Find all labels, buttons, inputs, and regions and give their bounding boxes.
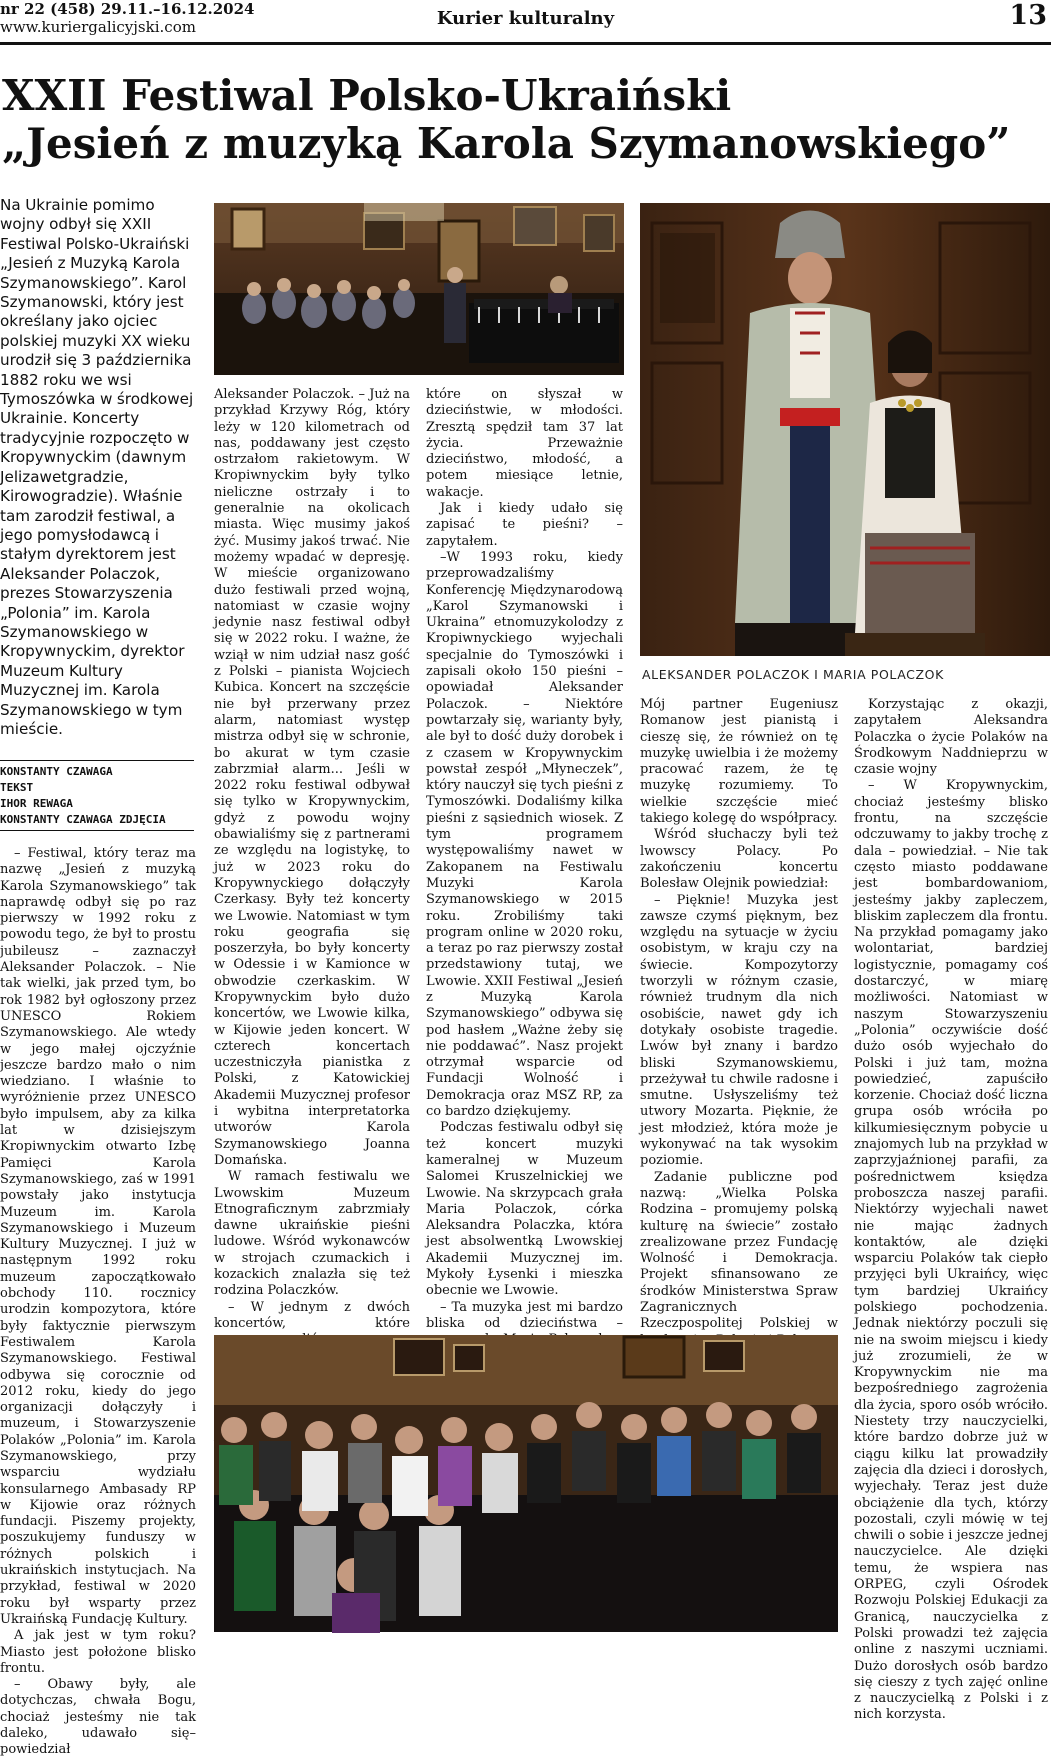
- issue-number: nr 22 (458) 29.11.–16.12.2024: [0, 0, 255, 18]
- byline-author-2: IHOR REWAGA: [0, 797, 73, 810]
- byline-photos: KONSTANTY CZAWAGA ZDJĘCIA: [0, 813, 166, 826]
- paragraph: Podczas festiwalu odbył się też koncert muzyki kameralnej w Muzeum Salomei Kruszelnickiej we Lwowie. Na skrzypcach grała Maria Polaczok, córka Aleksandra Polaczka, która jest absolwentką Lwowskiej Akademii Muzycznej im. Mykoły Łysenki i mieszka obecnie we Lwowie.: [426, 1120, 623, 1299]
- article-column-5: [854, 697, 1048, 1723]
- byline: [0, 764, 196, 828]
- paragraph: – Festiwal, który teraz ma nazwę „Jesień z muzyką Karola Szymanowskiego” tak naprawdę odbył się po raz pierwszy w 1992 roku z powodu tego, że był to prostu jubileusz – zaznaczył Aleksander Polaczok. – Nie tak wielki, jak przed tym, bo rok 1982 był ogłoszony przez UNESCO Rokiem Szymanowskiego. Ale wtedy w jego małej ojczyźnie jeszcze bardzo mało o nim wiedziano. I właśnie to wyróżnienie przez UNESCO było impulsem, aby za kilka lat w dzisiejszym Kropiwnyckim otwarto Izbę Pamięci Karola Szymanowskiego, zaś w 1991 powstały jako instytucja Muzeum im. Karola Szymanowskiego i Muzeum Kultury Muzycznej. I już w następnym 1992 roku muzeum zapoczątkowało obchody 110. rocznicy urodzin kompozytora, które były faktycznie pierwszym Festiwalem Karola Szymanowskiego. Festiwal odbywa się corocznie od 2012 roku, kiedy do jego organizacji dołączyły i muzeum, i Stowarzyszenie Polaków „Polonia” im. Karola Szymanowskiego, przy wsparciu wydziału konsularnego Ambasady RP w Kijowie oraz różnych fundacji. Piszemy projekty, poszukujemy funduszy w różnych polskich i ukraińskich instytucjach. Na przykład, festiwal w 2020 roku był wsparty przez Ukraińską Fundację Kultury.: [0, 846, 196, 1627]
- byline-role-text: TEKST: [0, 781, 34, 794]
- article-column-2: [214, 387, 410, 1329]
- concert-hall-photo: [214, 203, 624, 375]
- photo-caption: ALEKSANDER POLACZOK I MARIA POLACZOK: [642, 667, 944, 682]
- article-column-1: [0, 846, 196, 1758]
- paragraph: Jak i kiedy udało się zapisać te pieśni? – zapytałem.: [426, 501, 623, 549]
- paragraph: –W 1993 roku, kiedy przeprowadzaliśmy Konferencję Międzynarodową „Karol Szymanowski i Ukraina” etnomuzykolodzy z Kropiwnyckiego wyjechali specjalnie do Tymoszówki i zapisali około 150 pieśni – opowiadał Aleksander Polaczok. – Niektóre powtarzały się, warianty były, ale był to dość duży dorobek i z czasem w Kropywnyckim powstał zespół „Młyneczek”, który nauczył się tych pieśni z Tymoszówki. Dodaliśmy kilka pieśni z sąsiednich wiosek. Z tym programem występowaliśmy nawet w Zakopanem na Festiwalu Muzyki Karola Szymanowskiego w 2015 roku. Zrobiliśmy taki program online w 2020 roku, a teraz po raz pierwszy został przedstawiony tutaj, we Lwowie. XXII Festiwal „Jesień z Muzyką Karola Szymanowskiego” odbywa się pod hasłem „Ważne żeby się nie poddawać”. Nasz projekt otrzymał wsparcie od Fundacji Wolność i Demokracja oraz MSZ RP, za co bardzo dziękujemy.: [426, 549, 623, 1120]
- paragraph: Wśród słuchaczy byli też lwowscy Polacy. Po zakończeniu koncertu Bolesław Olejnik powiedział:: [640, 827, 838, 892]
- article-lead: Na Ukrainie pomimo wojny odbył się XXII Festiwal Polsko-Ukraiński „Jesień z Muzyką Karola Szymanowskiego”. Karol Szymanowski, który jest określany jako ojciec polskiej muzyki XX wieku urodził się 3 października 1882 roku we wsi Tymoszówka w środkowej Ukrainie. Koncerty tradycyjnie rozpoczęto w Kropywnyckim (dawnym Jelizawetgradzie, Kirowogradzie). Właśnie tam zarodził festiwal, a jego pomysłodawcą i stałym dyrektorem jest Aleksander Polaczok, prezes Stowarzyszenia „Polonia” im. Karola Szymanowskiego w Kropywnyckim, dyrektor Muzeum Kultury Muzycznej im. Karola Szymanowskiego w tym mieście.: [0, 196, 194, 738]
- paragraph: W ramach festiwalu we Lwowskim Muzeum Etnograficznym zabrzmiały dawne ukraińskie pieśni ludowe. Wśród wykonawców w strojach czumackich i kozackich znalazła się też rodzina Polaczków.: [214, 1169, 410, 1299]
- paragraph: Mój partner Eugeniusz Romanow jest pianistą i cieszę się, że również on tę muzykę uwielbia i że możemy pracować razem, że tę muzykę rozumiemy. To wielkie szczęście mieć takiego kolegę do współpracy.: [640, 697, 838, 827]
- byline-divider: [0, 830, 194, 831]
- article-column-4: [640, 697, 838, 1332]
- portrait-photo: [640, 203, 1050, 656]
- paragraph: A jak jest w tym roku? Miasto jest położone blisko frontu.: [0, 1628, 196, 1676]
- article-column-3: [426, 387, 623, 1329]
- page-number: 13: [1009, 0, 1047, 31]
- paragraph: które on słyszał w dzieciństwie, w młodości. Zresztą spędził tam 37 lat życia. Przeważnie dzieciństwo, młodość, a potem miesiące letnie, wakacje.: [426, 387, 623, 500]
- paragraph: – W Kropywnyckim, chociaż jesteśmy blisko frontu, na szczęście odczuwamy to jakby trochę z dala – powiedział. – Nie tak często miasto poddawane jest bombardowaniom, jesteśmy jakby zapleczem, bliskim zapleczem dla frontu. Na przykład pomagamy jako wolontariat, bardziej logistycznie, pomagamy coś dostarczyć, w miarę możliwości. Natomiast w naszym Stowarzyszeniu „Polonia” oczywiście dość dużo osób wyjechało do Polski i już tam, można powiedzieć, zapuściło korzenie. Chociaż dość liczna grupa osób wróciła po kilkumiesięcznym pobycie u znajomych lub na przykład w zaprzyjaźnionej parafii, za pośrednictwem księdza proboszcza naszej parafii. Niektórzy wyjechali nawet nie mając żadnych kontaktów, ale dzięki wsparciu Polaków tak ciepło przyjęci byli Ukraińcy, więc tym bardziej Ukraińcy polskiego pochodzenia. Jednak niektórzy poczuli się nie na swoim miejscu i kiedy już zrozumieli, że w Kropywnyckim nie ma bezpośredniego zagrożenia dla życia, sporo osób wróciło. Niestety trzy nauczycielki, które bardzo dobrze już w ciągu kilku lat prowadziły zajęcia dla dzieci i dorosłych, wyjechały. Teraz jest duże obciążenie dla tych, którzy pozostali, czyli mówię w tej chwili o sobie i jeszcze jednej nauczycielce. Ale dzięki temu, że wspiera nas ORPEG, czyli Ośrodek Rozwoju Polskiej Edukacji za Granicą, nauczycielka z Polski prowadzi też zajęcia online z naszymi uczniami. Dużo dorosłych osób bardzo się cieszy z tych zajęć online z nauczycielką z Polski i z nich korzysta.: [854, 778, 1048, 1723]
- paragraph: – Pięknie! Muzyka jest zawsze czymś pięknym, bez względu na sytuacje w życiu osobistym, w kraju czy na świecie. Kompozytorzy tworzyli w różnym czasie, również trudnym dla nich osobiście, nawet gdy ich dotykały osobiste tragedie. Lwów był znany i bardzo bliski Szymanowskiemu, przeżywał tu chwile radosne i smutne. Usłyszeliśmy też utwory Mozarta. Pięknie, że jest młodzież, która może je wykonywać na tak wysokim poziomie.: [640, 892, 838, 1169]
- paragraph: Korzystając z okazji, zapytałem Aleksandra Polaczka o życie Polaków na Środkowym Naddnieprzu w czasie wojny: [854, 697, 1048, 778]
- website-link[interactable]: www.kuriergalicyjski.com: [0, 18, 196, 36]
- headline-line-1: XXII Festiwal Polsko-Ukraiński: [2, 71, 732, 120]
- headline-line-2: „Jesień z muzyką Karola Szymanowskiego”: [2, 119, 1011, 168]
- lead-divider: [0, 760, 194, 761]
- header-divider: [0, 42, 1051, 45]
- paragraph: – W jednym z dwóch koncertów, które: [214, 1299, 410, 1331]
- section-name: Kurier kulturalny: [436, 8, 615, 29]
- paragraph: – Ta muzyka jest mi bardzo bliska od dzieciństwa –: [426, 1299, 623, 1331]
- paragraph: Aleksander Polaczok. – Już na przykład Krzywy Róg, który leży w 120 kilometrach od nas, poddawany jest często ostrzałom rakietowym. W Kropiwnyckim były tylko nieliczne ostrzały i to generalnie na okolicach miasta. Więc musimy jakoś żyć. Musimy jakoś trwać. Nie możemy wpadać w depresję. W mieście organizowano dużo festiwali przed wojną, natomiast w czasie wojny jedynie nasz festiwal odbył się w 2022 roku. I ważne, że wziął w nim udział nasz gość z Polski – pianista Wojciech Kubica. Koncert na szczęście nie był przerwany przez alarm, natomiast występ mistrza odbył się w schronie, bo akurat w tym czasie zabrzmiał alarm... Jeśli w 2022 roku festiwal odbywał się tylko w Kropywnyckim, gdyż z powodu wojny obawialiśmy się z partnerami ze względu na logistykę, to już w 2023 roku do Kropywnyckiego dołączyły Czerkasy. Były też koncerty we Lwowie. Natomiast w tym roku geografia się poszerzyła, bo były koncerty w Odessie i w Kamionce w obwodzie czerkaskim. W Kropywnyckim było dużo koncertów, we Lwowie kilka, w Kijowie jeden koncert. W czterech koncertach uczestniczyła pianistka z Polski, z Katowickiej Akademii Muzycznej profesor i wybitna interpretatorka utworów Karola Szymanowskiego Joanna Domańska.: [214, 387, 410, 1168]
- byline-author: KONSTANTY CZAWAGA: [0, 765, 113, 778]
- paragraph: – Obawy były, ale dotychczas, chwała Bogu, chociaż jesteśmy nie tak daleko, udawało się– powiedział: [0, 1677, 196, 1758]
- audience-photo: [214, 1335, 838, 1632]
- paragraph: Zadanie publiczne pod nazwą: „Wielka Polska Rodzina – promujemy polską kulturę na świecie” zostało zrealizowane przez Fundację Wolność i Demokracja. Projekt sfinansowano ze środków Ministerstwa Spraw Zagranicznych Rzeczpospolitej Polskiej w: [640, 1169, 838, 1332]
